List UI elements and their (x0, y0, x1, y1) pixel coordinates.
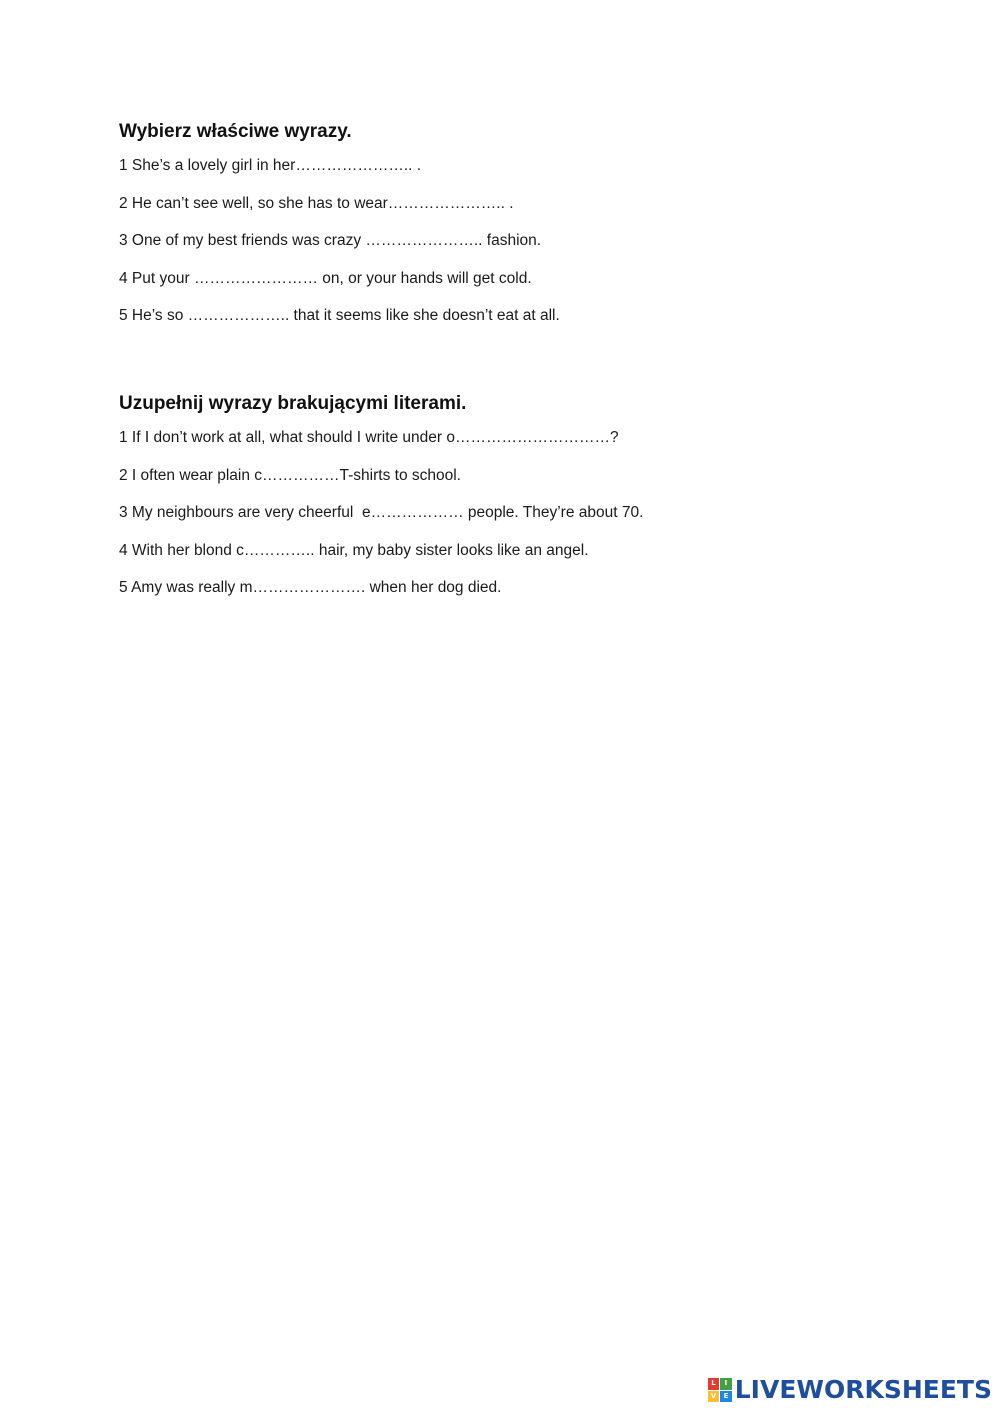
liveworksheets-logo (708, 1375, 992, 1405)
exercise-item: 1 She’s a lovely girl in her………………….. . (119, 157, 422, 174)
logo-text: LIVEWORKSHEETS (734, 1375, 992, 1404)
exercise-item: 3 My neighbours are very cheerful e……………… people. They’re about 70. (119, 504, 644, 521)
section-heading: Uzupełnij wyrazy brakującymi literami. (119, 393, 467, 414)
logo-mark-letter: V (708, 1391, 720, 1403)
exercise-list (119, 428, 879, 598)
logo-mark-icon (708, 1378, 732, 1402)
exercise-item: 2 He can’t see well, so she has to wear………………….. . (119, 194, 514, 212)
exercise-item: 1 If I don’t work at all, what should I write under o…………………………? (119, 429, 619, 446)
logo-mark-letter: L (708, 1378, 720, 1390)
section-missing-letters (119, 390, 879, 616)
logo-mark-letter: I (720, 1378, 732, 1390)
exercise-item: 5 Amy was really m…………………. when her dog died. (119, 579, 502, 596)
exercise-item: 5 He’s so ……………….. that it seems like she doesn’t eat at all. (119, 307, 560, 324)
section-choose-words (119, 118, 879, 344)
exercise-item: 2 I often wear plain c……………T-shirts to school. (119, 466, 461, 484)
exercise-item: 4 With her blond c………….. hair, my baby sister looks like an angel. (119, 541, 589, 559)
exercise-item: 3 One of my best friends was crazy ………………….. fashion. (119, 232, 542, 249)
section-heading: Wybierz właściwe wyrazy. (119, 121, 352, 142)
exercise-list (119, 156, 879, 326)
exercise-item: 4 Put your …………………… on, or your hands will get cold. (119, 269, 532, 287)
logo-mark-letter: E (720, 1391, 732, 1403)
